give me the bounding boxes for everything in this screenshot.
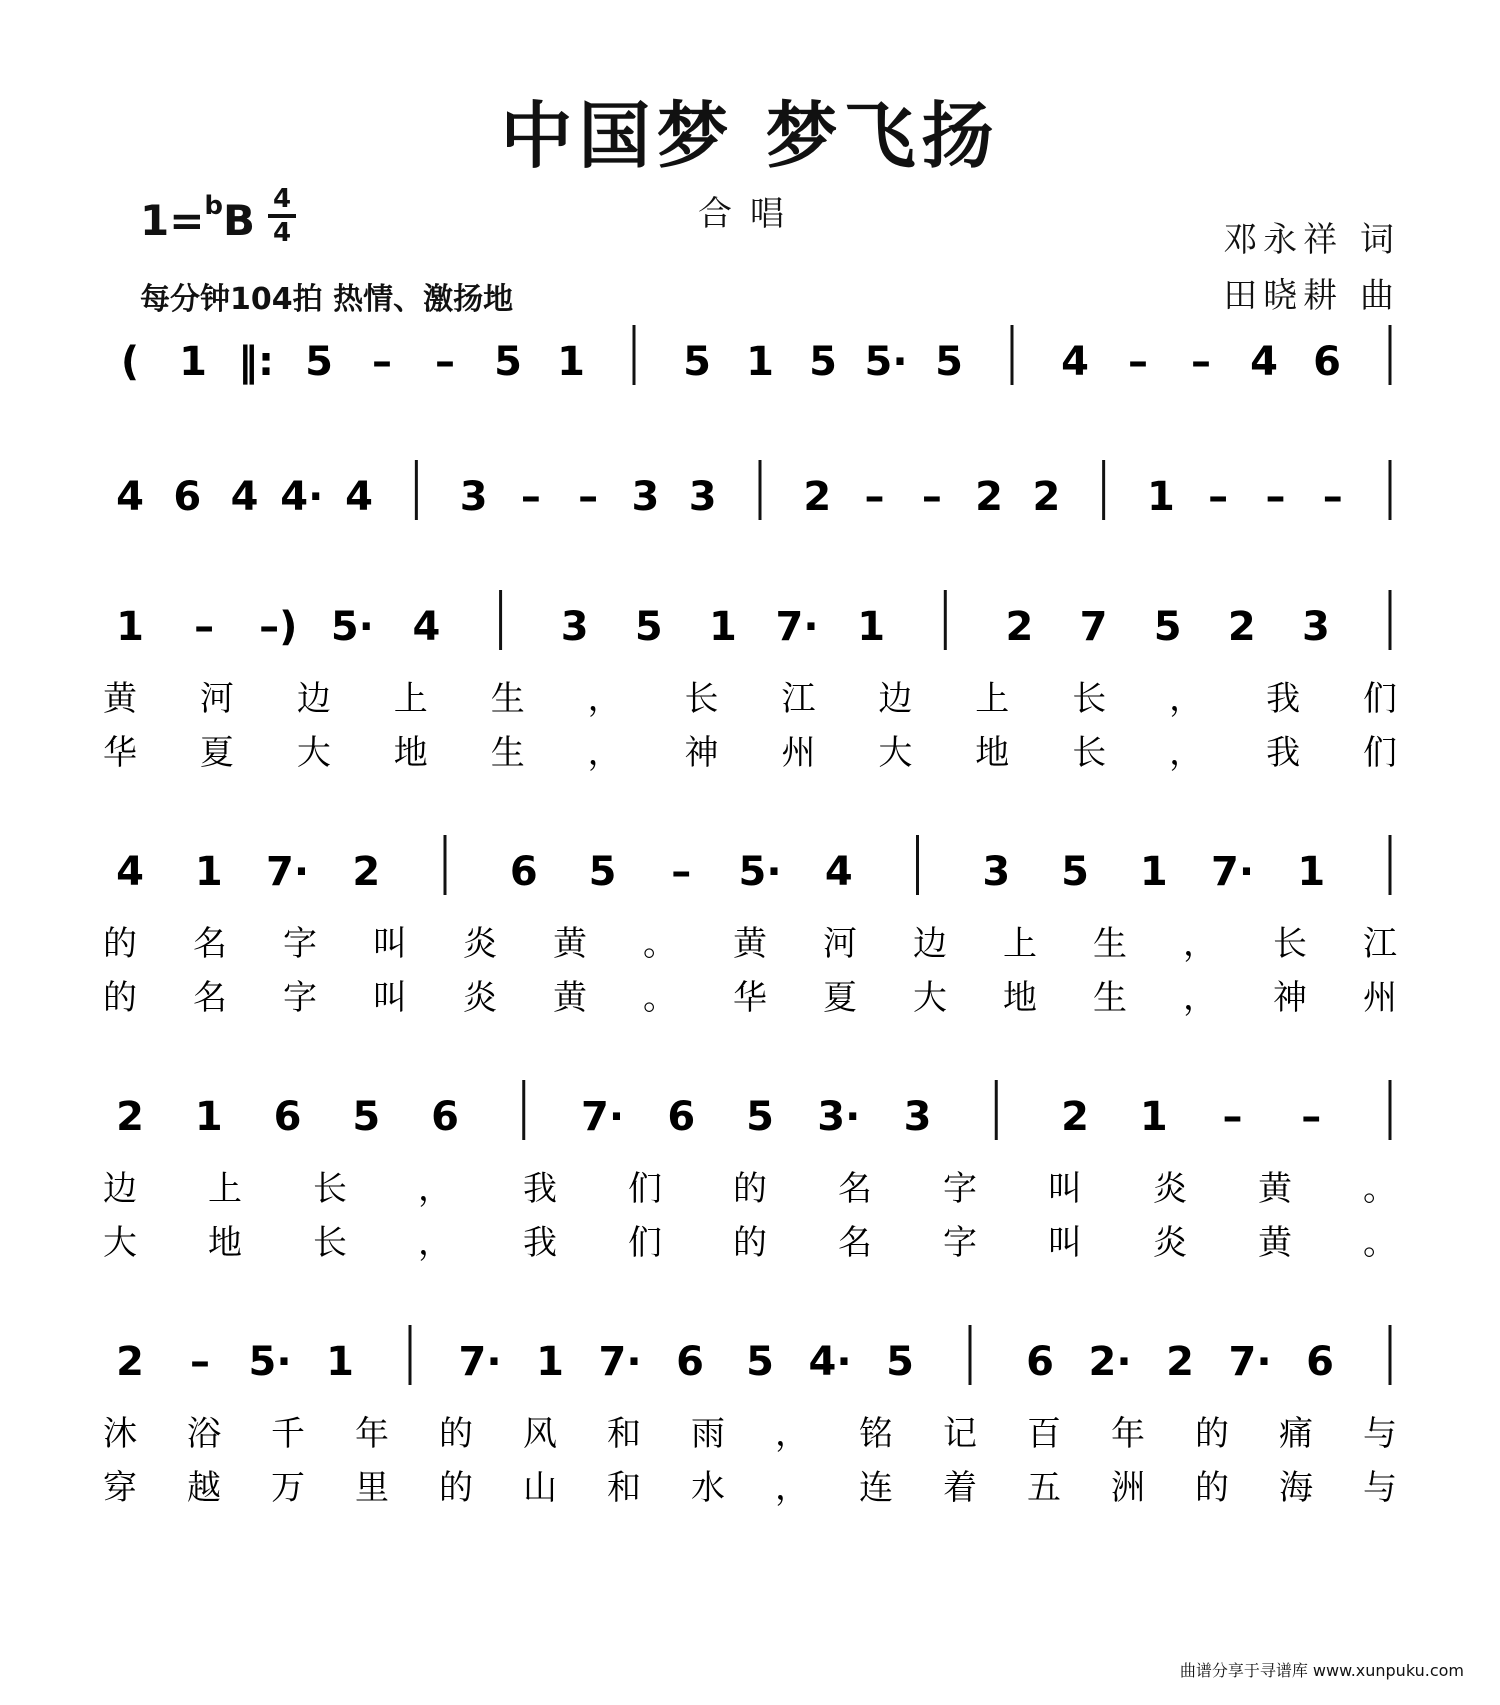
lyric-char: 沐 — [103, 1414, 137, 1454]
lyric-char: ， — [1169, 679, 1204, 719]
lyric-char: 叫 — [1048, 1223, 1082, 1263]
note: 2 — [975, 474, 1004, 520]
lyric-char: 长 — [313, 1169, 347, 1209]
lyric-char: 炎 — [1153, 1223, 1187, 1263]
lyric-char: 长 — [684, 679, 719, 719]
note: 4 — [1061, 339, 1089, 385]
lyric-char: 长 — [1072, 733, 1107, 773]
note: 3 — [688, 474, 717, 520]
note: 3 — [982, 849, 1011, 895]
lyric-char: 的 — [1195, 1468, 1229, 1508]
lyric-char: 越 — [187, 1468, 221, 1508]
composer-credit: 田晓耕 曲 — [1223, 276, 1400, 316]
note: 3 — [1301, 604, 1330, 650]
note: – — [194, 604, 215, 650]
note: 1 — [746, 339, 774, 385]
note: 5 — [1153, 604, 1182, 650]
key-note: B — [223, 196, 256, 245]
lyric-char: ， — [775, 1468, 809, 1508]
note: – — [1128, 339, 1148, 385]
lyric-char: 记 — [943, 1414, 977, 1454]
lyric-char: 名 — [838, 1223, 872, 1263]
note: 1 — [326, 1339, 354, 1385]
lyric-char: 年 — [1111, 1414, 1145, 1454]
song-subtitle: 合唱 — [698, 194, 802, 234]
note: 3 — [631, 474, 660, 520]
note: – — [190, 1339, 210, 1385]
lyric-char: 。 — [643, 978, 677, 1018]
note: 7 — [1079, 604, 1108, 650]
lyric-char: 万 — [271, 1468, 305, 1508]
lyric-char: 生 — [1093, 978, 1127, 1018]
note: – — [578, 474, 599, 520]
note: 5 — [588, 849, 617, 895]
note: 1 — [1139, 849, 1168, 895]
lyric-char: 叫 — [373, 978, 407, 1018]
footer-watermark: 曲谱分享于寻谱库 www.xunpuku.com — [1179, 1661, 1464, 1680]
lyric-char: 我 — [523, 1169, 557, 1209]
note: 2 — [116, 1094, 144, 1140]
note: 5 — [494, 339, 522, 385]
lyric-char: 与 — [1363, 1468, 1397, 1508]
note: 6 — [1026, 1339, 1054, 1385]
lyric-char: 风 — [523, 1414, 557, 1454]
lyric-char: 炎 — [463, 924, 497, 964]
note: 4 — [116, 849, 144, 895]
lyric-char: 黄 — [1258, 1169, 1292, 1209]
lyric-char: 的 — [439, 1468, 473, 1508]
note: – — [1191, 339, 1211, 385]
note: – — [864, 474, 885, 520]
lyric-char: 们 — [1363, 733, 1397, 773]
note: 4 — [116, 474, 144, 520]
note: ‖: — [238, 339, 274, 385]
note: 5 — [746, 1339, 774, 1385]
lyric-char: 和 — [607, 1468, 641, 1508]
lyric-char: ， — [418, 1223, 452, 1263]
lyric-char: 名 — [838, 1169, 872, 1209]
time-signature-bottom: 4 — [272, 218, 292, 248]
note: – — [372, 339, 392, 385]
lyric-char: 边 — [103, 1169, 137, 1209]
note: 1 — [857, 604, 886, 650]
lyric-char: 黄 — [1258, 1223, 1292, 1263]
note: 1 — [709, 604, 737, 650]
note: 2 — [1005, 604, 1034, 650]
note: 4 — [1250, 339, 1278, 385]
lyric-char: 海 — [1279, 1468, 1313, 1508]
lyric-char: ， — [587, 679, 622, 719]
note: 5 — [352, 1094, 381, 1140]
time-signature-top: 4 — [272, 184, 292, 214]
lyric-char: 雨 — [691, 1414, 725, 1454]
lyric-char: 我 — [1266, 679, 1301, 719]
lyric-char: 我 — [1266, 733, 1301, 773]
note: 3 — [560, 604, 589, 650]
lyric-char: 名 — [193, 978, 227, 1018]
lyric-char: 。 — [643, 924, 677, 964]
note: 5 — [809, 339, 837, 385]
lyric-char: 江 — [1363, 924, 1397, 964]
lyric-char: 。 — [1363, 1223, 1397, 1263]
tempo-marking: 每分钟104拍 热情、激扬地 — [140, 282, 514, 317]
note: 1 — [179, 339, 207, 385]
note: 2 — [1061, 1094, 1089, 1140]
note: 1 — [536, 1339, 564, 1385]
note: 1 — [557, 339, 585, 385]
note: 6 — [431, 1094, 459, 1140]
lyric-char: 的 — [103, 978, 137, 1018]
note: 6 — [676, 1339, 704, 1385]
note: 6 — [273, 1094, 302, 1140]
lyric-char: 的 — [439, 1414, 473, 1454]
note: 5· — [864, 339, 908, 385]
lyric-char: 连 — [859, 1468, 893, 1508]
note: 4 — [345, 474, 374, 520]
lyric-char: 五 — [1027, 1468, 1061, 1508]
note: 6 — [667, 1094, 696, 1140]
lyric-char: 的 — [103, 924, 137, 964]
lyric-char: ， — [1183, 978, 1217, 1018]
note: 4· — [808, 1339, 852, 1385]
lyric-char: 夏 — [199, 733, 234, 773]
lyric-char: 河 — [199, 679, 234, 719]
lyric-char: ， — [775, 1414, 809, 1454]
note: 5 — [886, 1339, 914, 1385]
lyric-char: 上 — [393, 679, 428, 719]
lyric-char: 痛 — [1279, 1414, 1313, 1454]
lyric-char: 地 — [393, 733, 428, 773]
lyric-char: 边 — [296, 679, 331, 719]
note: 7· — [1228, 1339, 1272, 1385]
lyric-char: 上 — [208, 1169, 242, 1209]
lyric-char: 水 — [691, 1468, 725, 1508]
note: 1 — [1297, 849, 1326, 895]
lyric-char: 与 — [1363, 1414, 1397, 1454]
lyric-char: 大 — [296, 733, 331, 773]
lyric-char: 山 — [523, 1468, 557, 1508]
lyric-char: 们 — [1363, 679, 1397, 719]
lyric-char: 上 — [975, 679, 1010, 719]
lyric-char: 黄 — [553, 978, 587, 1018]
lyric-char: 和 — [607, 1414, 641, 1454]
lyric-char: ， — [1183, 924, 1217, 964]
lyric-char: 字 — [943, 1169, 977, 1209]
song-title: 中国梦 梦飞扬 — [500, 94, 1000, 178]
note: 1 — [194, 849, 223, 895]
note: – — [1301, 1094, 1322, 1140]
note: 5 — [683, 339, 711, 385]
lyric-char: 。 — [1363, 1169, 1397, 1209]
lyric-char: 字 — [283, 978, 317, 1018]
lyric-char: 的 — [733, 1223, 767, 1263]
lyric-char: 浴 — [187, 1414, 221, 1454]
note: 5 — [1061, 849, 1089, 895]
lyric-char: 里 — [355, 1468, 389, 1508]
note: 5· — [248, 1339, 292, 1385]
lyric-char: 州 — [1363, 978, 1397, 1018]
lyric-char: 夏 — [823, 978, 857, 1018]
note: 2 — [116, 1339, 144, 1385]
note: 3 — [459, 474, 488, 520]
lyric-char: 边 — [913, 924, 947, 964]
note: – — [1222, 1094, 1243, 1140]
note: 1 — [194, 1094, 223, 1140]
lyric-char: 我 — [523, 1223, 557, 1263]
note: 2 — [803, 474, 832, 520]
note: – — [1208, 474, 1229, 520]
lyric-char: 字 — [943, 1223, 977, 1263]
note: –) — [259, 604, 298, 650]
note: – — [435, 339, 455, 385]
note: 1 — [1139, 1094, 1168, 1140]
lyric-char: 大 — [913, 978, 947, 1018]
note: 7· — [1210, 849, 1255, 895]
lyric-char: ， — [1169, 733, 1204, 773]
lyric-char: 字 — [283, 924, 317, 964]
note: 5 — [935, 339, 963, 385]
lyric-char: 长 — [1273, 924, 1307, 964]
note: 4 — [230, 474, 259, 520]
note: 3 — [903, 1094, 932, 1140]
note: 2 — [1227, 604, 1256, 650]
note: ( — [120, 339, 140, 385]
lyric-char: 神 — [1273, 978, 1307, 1018]
lyric-char: 名 — [193, 924, 227, 964]
lyric-char: 叫 — [373, 924, 407, 964]
lyric-char: 黄 — [103, 679, 137, 719]
lyric-char: 上 — [1003, 924, 1037, 964]
lyric-char: 们 — [628, 1169, 662, 1209]
note: 5· — [738, 849, 782, 895]
lyric-char: 边 — [878, 679, 913, 719]
note: 5 — [746, 1094, 774, 1140]
lyric-char: 黄 — [733, 924, 767, 964]
key-prefix: 1= — [140, 196, 205, 245]
note: 4 — [824, 849, 853, 895]
note: 2· — [1088, 1339, 1132, 1385]
lyric-char: ， — [418, 1169, 452, 1209]
note: 7· — [458, 1339, 502, 1385]
lyric-char: 江 — [781, 679, 816, 719]
note: 6 — [1306, 1339, 1334, 1385]
note: 3· — [817, 1094, 861, 1140]
lyric-char: 年 — [355, 1414, 389, 1454]
lyric-char: 长 — [313, 1223, 347, 1263]
lyric-char: ， — [587, 733, 622, 773]
note: 6 — [509, 849, 538, 895]
lyric-char: 地 — [975, 733, 1010, 773]
lyric-char: 炎 — [1153, 1169, 1187, 1209]
lyric-char: 铭 — [859, 1414, 893, 1454]
flat-sign: b — [204, 191, 224, 221]
note: 7· — [580, 1094, 625, 1140]
lyric-char: 着 — [943, 1468, 977, 1508]
lyric-char: 生 — [490, 733, 525, 773]
lyric-char: 炎 — [463, 978, 497, 1018]
note: 7· — [265, 849, 310, 895]
lyric-char: 的 — [1195, 1414, 1229, 1454]
lyric-char: 神 — [684, 733, 719, 773]
note: 5 — [634, 604, 663, 650]
lyric-char: 河 — [823, 924, 857, 964]
note: – — [1322, 474, 1343, 520]
note: – — [671, 849, 692, 895]
note: – — [520, 474, 541, 520]
lyric-char: 地 — [208, 1223, 242, 1263]
lyric-char: 大 — [878, 733, 913, 773]
note: 6 — [173, 474, 202, 520]
lyric-char: 叫 — [1048, 1169, 1082, 1209]
note: – — [1265, 474, 1286, 520]
lyric-char: 地 — [1003, 978, 1037, 1018]
lyric-char: 的 — [733, 1169, 767, 1209]
note: 7· — [775, 604, 819, 650]
lyric-char: 千 — [271, 1414, 305, 1454]
lyric-char: 华 — [103, 733, 137, 773]
note: – — [921, 474, 942, 520]
lyric-char: 生 — [490, 679, 525, 719]
lyric-char: 洲 — [1111, 1468, 1145, 1508]
lyric-char: 穿 — [103, 1468, 137, 1508]
note: 1 — [1146, 474, 1175, 520]
note: 4· — [280, 474, 324, 520]
note: 4 — [412, 604, 441, 650]
lyric-char: 生 — [1093, 924, 1127, 964]
lyric-char: 州 — [781, 733, 816, 773]
note: 5 — [305, 339, 333, 385]
lyric-char: 华 — [733, 978, 767, 1018]
lyric-char: 们 — [628, 1223, 662, 1263]
lyric-char: 大 — [103, 1223, 137, 1263]
lyric-char: 百 — [1027, 1414, 1061, 1454]
lyricist-credit: 邓永祥 词 — [1223, 220, 1400, 260]
note: 1 — [116, 604, 144, 650]
note: 7· — [598, 1339, 642, 1385]
note: 6 — [1313, 339, 1341, 385]
lyric-char: 黄 — [553, 924, 587, 964]
note: 2 — [352, 849, 381, 895]
lyric-char: 长 — [1072, 679, 1107, 719]
note: 2 — [1166, 1339, 1194, 1385]
note: 2 — [1032, 474, 1061, 520]
note: 5· — [330, 604, 374, 650]
